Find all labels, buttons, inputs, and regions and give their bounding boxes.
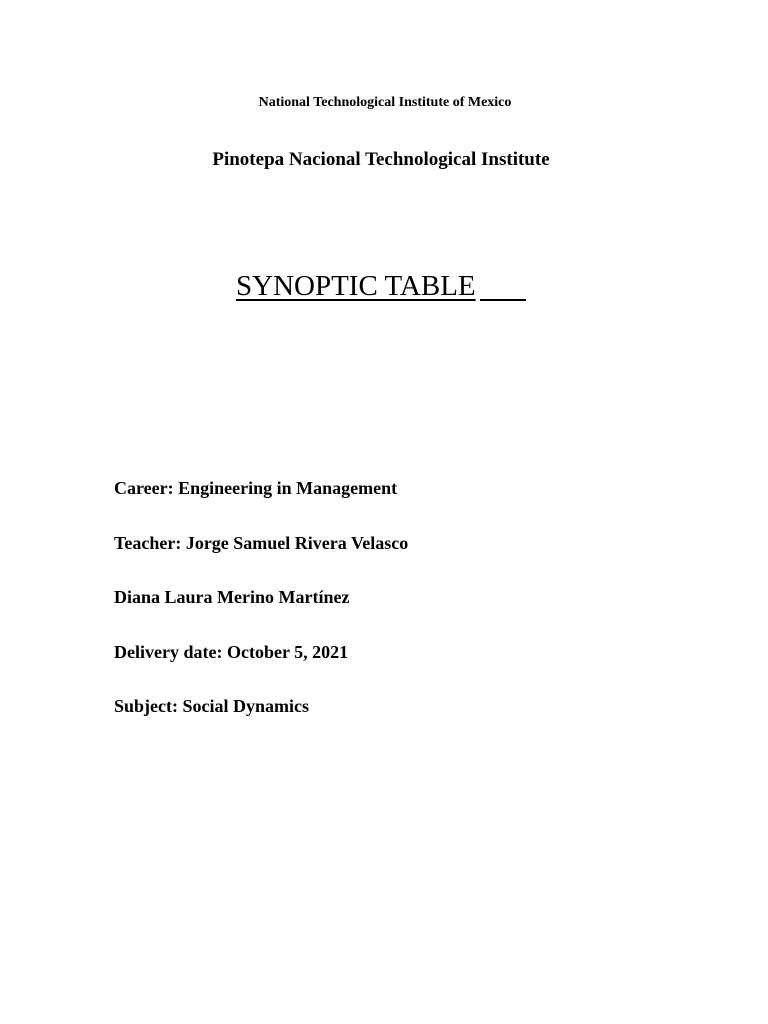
institute-name: National Technological Institute of Mexico: [258, 95, 512, 110]
document-title-block: [236, 268, 526, 304]
subject-line: Subject: Social Dynamics: [114, 696, 309, 716]
delivery-date-line: Delivery date: October 5, 2021: [114, 641, 349, 662]
career-line: Career: Engineering in Management: [114, 478, 398, 498]
campus-name: Pinotepa Nacional Technological Institute: [212, 149, 550, 170]
document-title: SYNOPTIC TABLE: [236, 270, 476, 302]
teacher-line: Teacher: Jorge Samuel Rivera Velasco: [114, 532, 409, 553]
title-underline-trail: [480, 299, 526, 301]
cover-details: [114, 476, 408, 749]
student-name-line: Diana Laura Merino Martínez: [114, 587, 350, 607]
